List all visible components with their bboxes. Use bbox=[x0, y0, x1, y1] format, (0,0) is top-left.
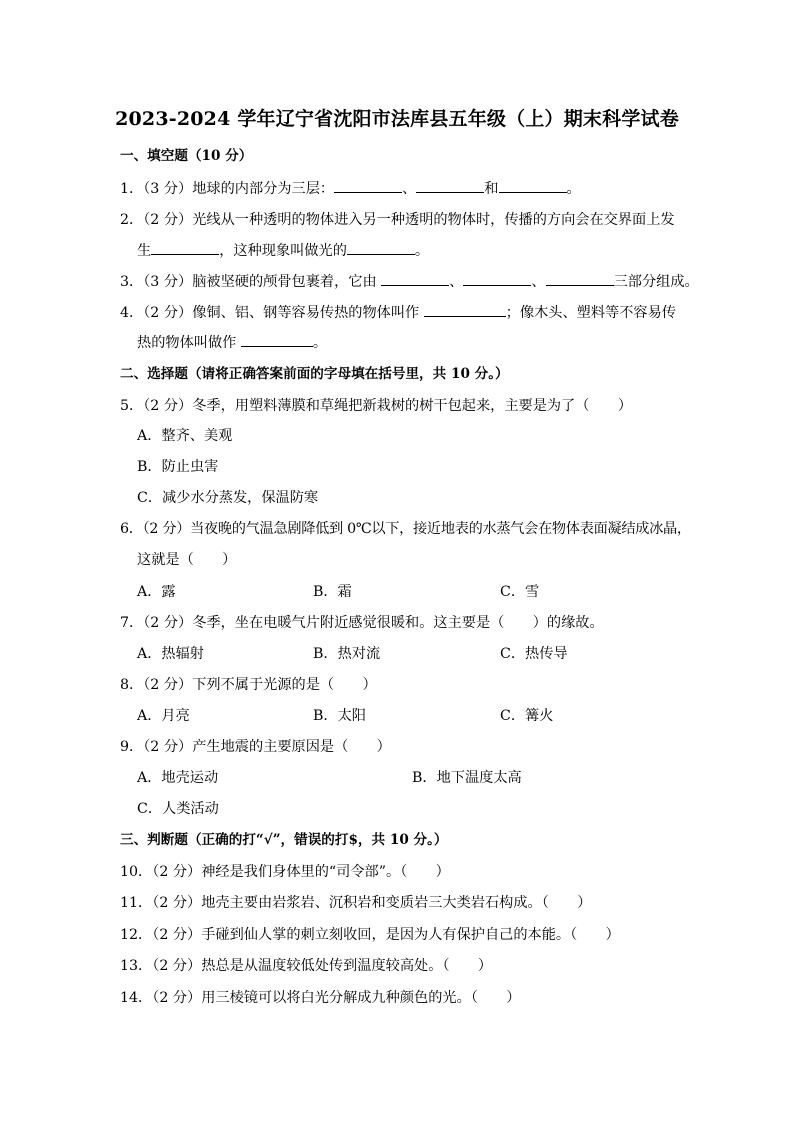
q6-option-a[interactable]: A．露 bbox=[137, 584, 176, 600]
q5-option-c[interactable]: C．减少水分蒸发，保温防寒 bbox=[137, 490, 319, 506]
answer-blank[interactable] bbox=[347, 240, 415, 255]
answer-blank[interactable] bbox=[499, 178, 567, 193]
question-3: 3．（3 分）脑被坚硬的颅骨包裹着，它由 、 、 三部分组成。 bbox=[120, 271, 699, 292]
section-multiple-choice: 二、选择题（请将正确答案前面的字母填在括号里，共 10 分。） bbox=[120, 366, 509, 382]
q6-option-b[interactable]: B．霜 bbox=[313, 584, 352, 600]
q8-option-b[interactable]: B．太阳 bbox=[313, 708, 366, 724]
q8-option-a[interactable]: A．月亮 bbox=[137, 708, 190, 724]
answer-blank[interactable] bbox=[416, 178, 484, 193]
question-4: 4．（2 分）像铜、铝、钢等容易传热的物体叫作 ；像木头、塑料等不容易传 bbox=[120, 302, 676, 323]
q9-option-a[interactable]: A．地壳运动 bbox=[137, 770, 219, 786]
section-fill-in: 一、填空题（10 分） bbox=[120, 148, 253, 164]
answer-blank[interactable] bbox=[424, 302, 506, 317]
question-6: 6．（2 分）当夜晚的气温急剧降低到 0℃以下，接近地表的水蒸气会在物体表面凝结成冰晶， bbox=[120, 521, 691, 537]
q7-option-b[interactable]: B．热对流 bbox=[313, 646, 381, 662]
question-12: 12．（2 分）手碰到仙人掌的刺立刻收回，是因为人有保护自己的本能。（ ） bbox=[120, 927, 620, 943]
question-7: 7．（2 分）冬季，坐在电暖气片附近感觉很暖和。这主要是（ ）的缘故。 bbox=[120, 615, 604, 631]
question-2-cont: 生 ，这种现象叫做光的 。 bbox=[137, 240, 429, 261]
question-2: 2．（2 分）光线从一种透明的物体进入另一种透明的物体时，传播的方向会在交界面上发 bbox=[120, 212, 675, 228]
question-14: 14．（2 分）用三棱镜可以将白光分解成九种颜色的光。（ ） bbox=[120, 990, 521, 1006]
question-1: 1．（3 分）地球的内部分为三层： 、 和 。 bbox=[120, 178, 581, 199]
q8-option-c[interactable]: C．篝火 bbox=[500, 708, 554, 724]
q7-option-c[interactable]: C．热传导 bbox=[500, 646, 568, 662]
section-true-false: 三、判断题（正确的打“√”，错误的打$，共 10 分。） bbox=[120, 832, 448, 848]
question-11: 11．（2 分）地壳主要由岩浆岩、沉积岩和变质岩三大类岩石构成。（ ） bbox=[120, 895, 592, 911]
question-10: 10．（2 分）神经是我们身体里的“司令部”。（ ） bbox=[120, 864, 450, 880]
answer-blank[interactable] bbox=[241, 332, 313, 347]
question-6-cont: 这就是（ ） bbox=[137, 552, 237, 568]
answer-blank[interactable] bbox=[546, 271, 614, 286]
q9-option-c[interactable]: C．人类活动 bbox=[137, 801, 219, 817]
question-13: 13．（2 分）热总是从温度较低处传到温度较高处。（ ） bbox=[120, 958, 493, 974]
answer-blank[interactable] bbox=[381, 271, 449, 286]
q9-option-b[interactable]: B．地下温度太高 bbox=[412, 770, 522, 786]
answer-blank[interactable] bbox=[463, 271, 531, 286]
q5-option-b[interactable]: B．防止虫害 bbox=[137, 459, 219, 475]
question-9: 9．（2 分）产生地震的主要原因是（ ） bbox=[120, 739, 391, 755]
question-8: 8．（2 分）下列不属于光源的是（ ） bbox=[120, 677, 377, 693]
q5-option-a[interactable]: A．整齐、美观 bbox=[137, 428, 233, 444]
exam-title: 2023-2024 学年辽宁省沈阳市法库县五年级（上）期末科学试卷 bbox=[115, 108, 679, 130]
answer-blank[interactable] bbox=[151, 240, 219, 255]
q6-option-c[interactable]: C．雪 bbox=[500, 584, 540, 600]
question-5: 5．（2 分）冬季，用塑料薄膜和草绳把新栽树的树干包起来，主要是为了（ ） bbox=[120, 398, 633, 414]
q7-option-a[interactable]: A．热辐射 bbox=[137, 646, 204, 662]
question-4-cont: 热的物体叫做作 。 bbox=[137, 332, 327, 353]
answer-blank[interactable] bbox=[334, 178, 402, 193]
